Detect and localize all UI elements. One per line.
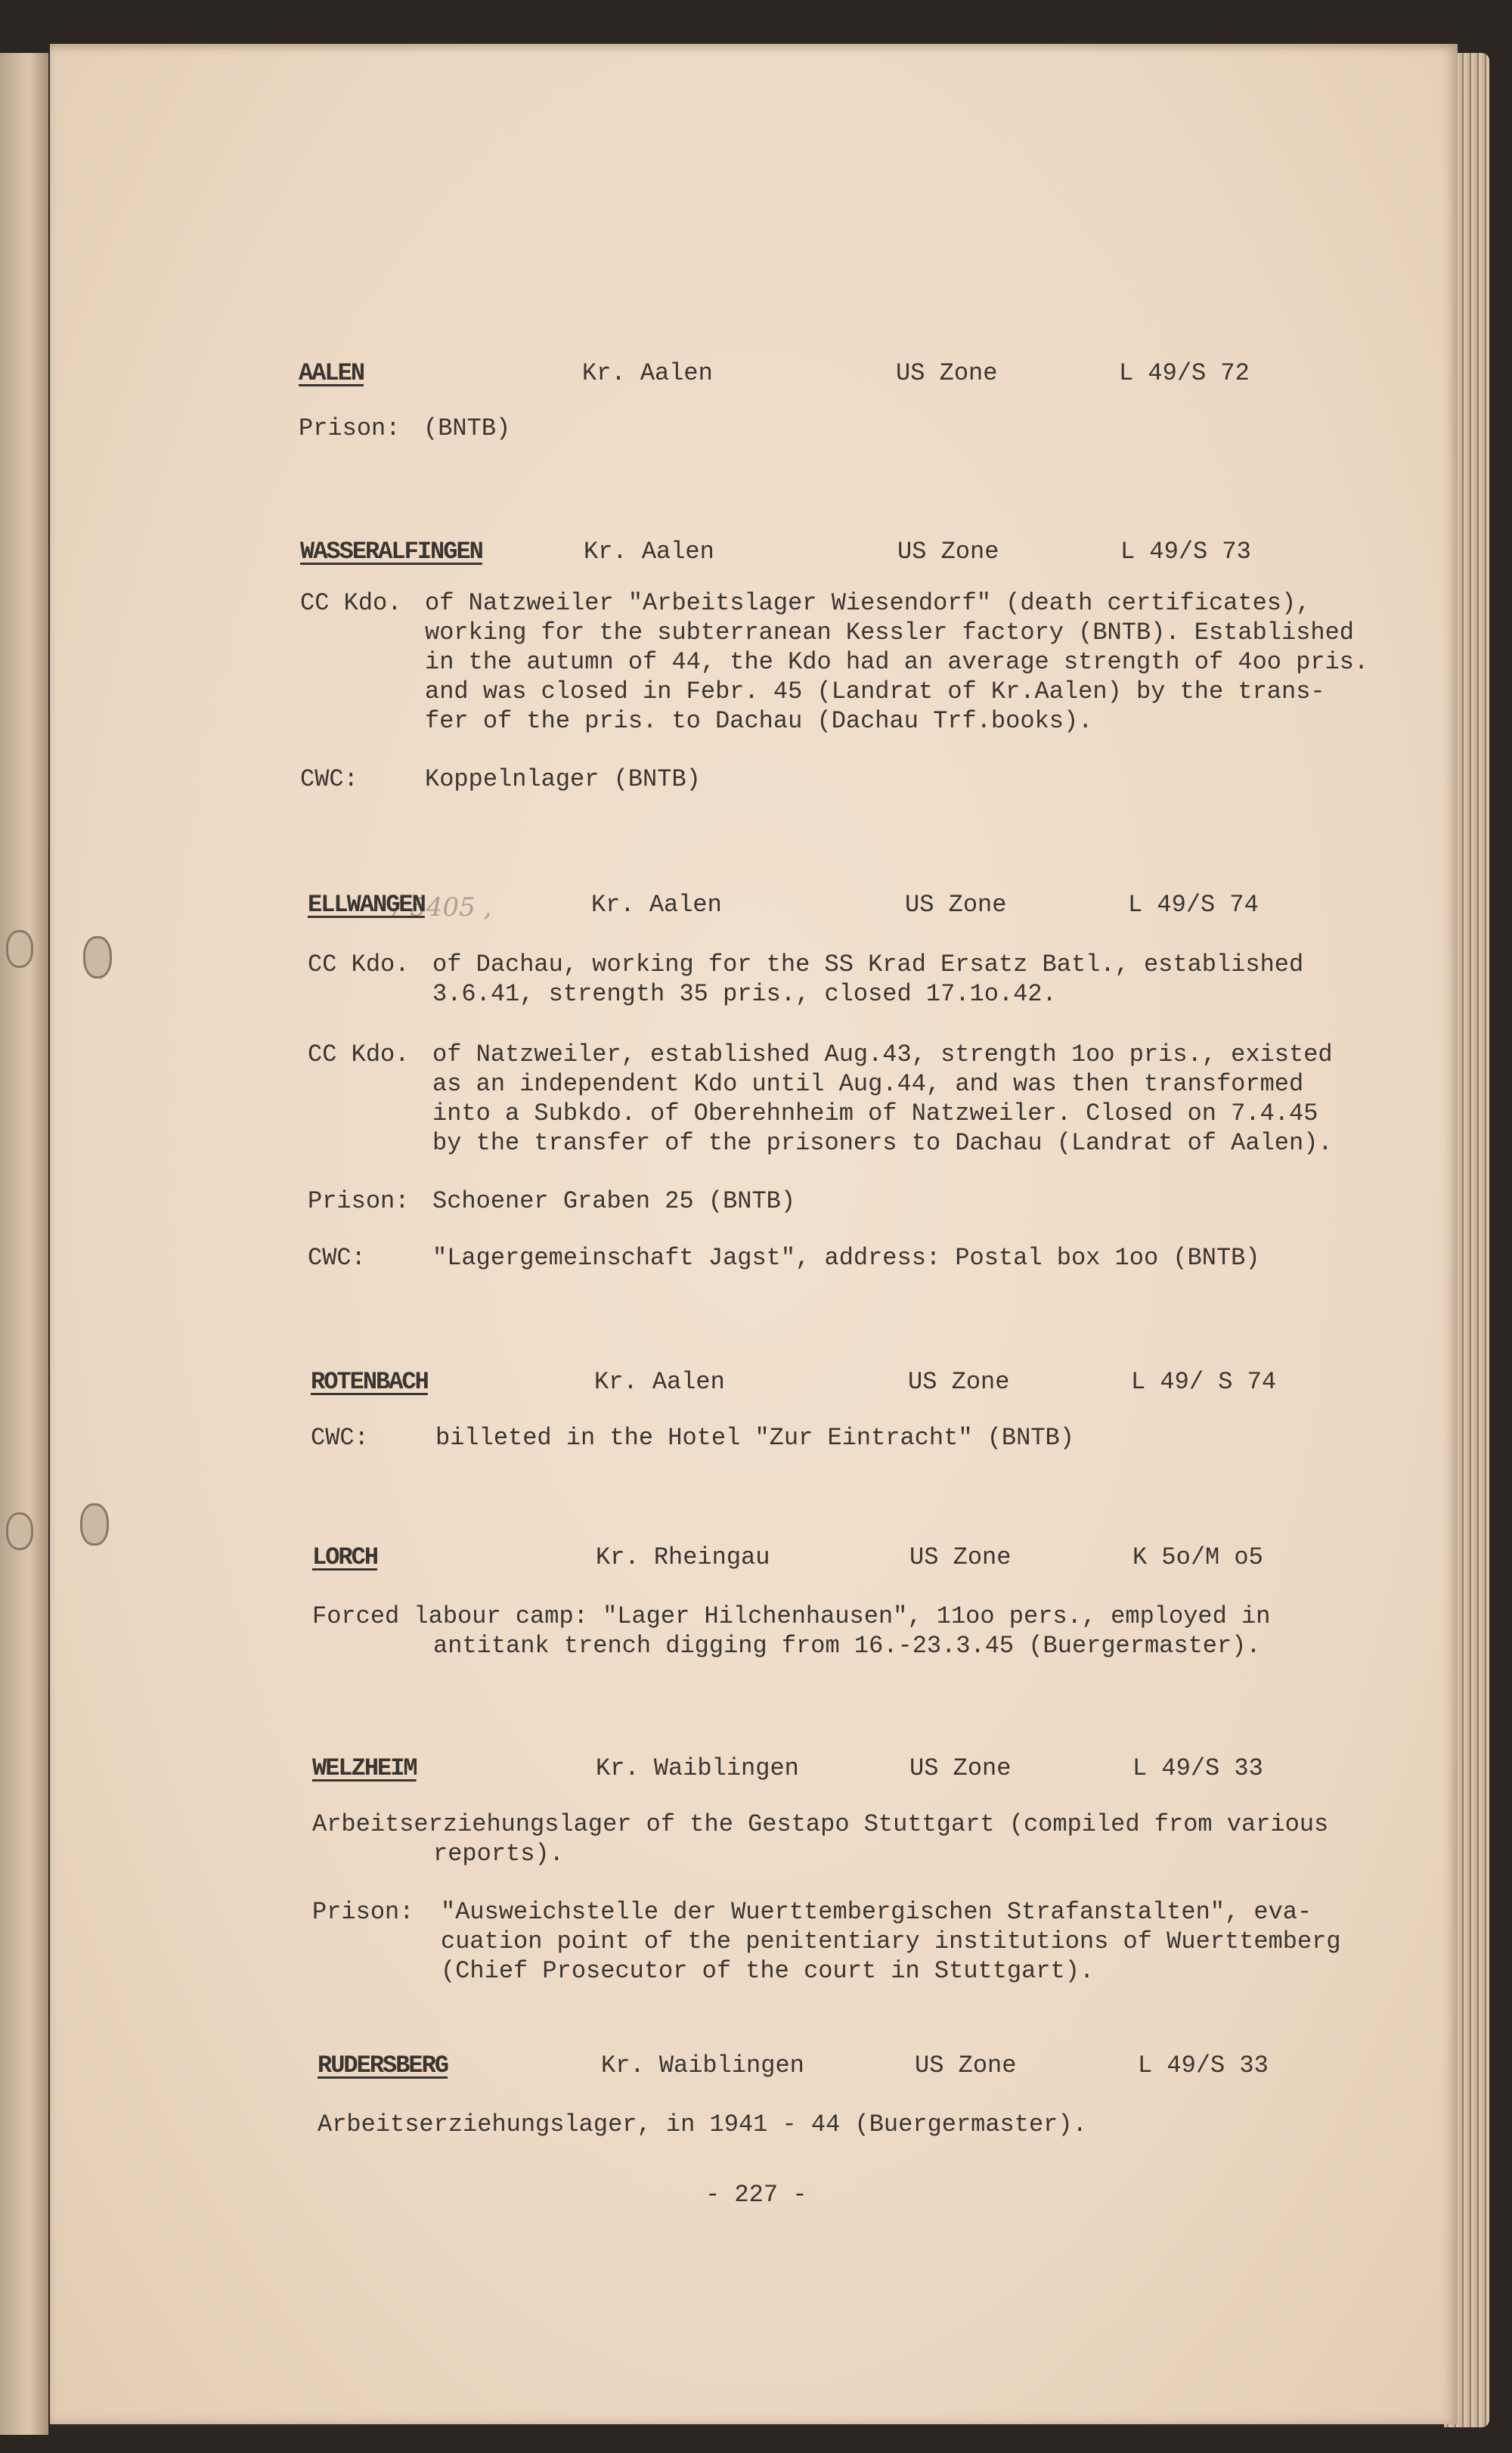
paragraph-label: CC Kdo. — [300, 589, 402, 617]
entry-paragraph — [308, 1040, 1333, 1158]
entry-paragraph — [312, 1897, 1341, 1986]
district: Kr. Waiblingen — [596, 1754, 799, 1782]
entry — [308, 890, 1333, 1273]
entry-paragraph — [312, 1602, 1270, 1661]
paragraph-line: Schoener Graben 25 (BNTB) — [432, 1187, 796, 1215]
paragraph-line: working for the subterranean Kessler factory (BNTB). Established — [425, 619, 1354, 647]
map-reference: L 49/S 33 — [1138, 2051, 1269, 2079]
zone: US Zone — [905, 891, 1007, 919]
paragraph-line: of Natzweiler, established Aug.43, strength 1oo pris., existed — [432, 1040, 1333, 1068]
binding-hole — [83, 936, 112, 978]
paragraph-label: CWC: — [300, 765, 358, 793]
entry — [299, 358, 1250, 443]
entry — [312, 1543, 1270, 1661]
place-name: ROTENBACH — [311, 1368, 428, 1396]
district: Kr. Aalen — [591, 891, 722, 919]
entry-header — [312, 1754, 1341, 1783]
entry — [312, 1754, 1341, 1986]
zone: US Zone — [908, 1368, 1010, 1396]
paragraph-text: of the Gestapo Stuttgart (compiled from various — [646, 1810, 1329, 1838]
paragraph-line: "Ausweichstelle der Wuerttembergischen Strafanstalten", eva- — [441, 1898, 1312, 1926]
entry-paragraph — [312, 1810, 1341, 1868]
paragraph-label: Prison: — [308, 1187, 410, 1215]
paragraph-line: and was closed in Febr. 45 (Landrat of Kr.Aalen) by the trans- — [425, 678, 1325, 706]
entry — [300, 537, 1368, 794]
paragraph-line: by the transfer of the prisoners to Dachau (Landrat of Aalen). — [432, 1129, 1333, 1157]
faded-stamp: / 5405 , — [393, 892, 492, 923]
map-reference: K 5o/M o5 — [1132, 1543, 1263, 1571]
entry-header — [299, 358, 1250, 388]
paragraph-line: antitank trench digging from 16.-23.3.45 (Buergermaster). — [433, 1632, 1261, 1660]
district: Kr. Aalen — [584, 538, 714, 566]
paragraph-label: Prison: — [312, 1898, 414, 1926]
map-reference: L 49/ S 74 — [1131, 1368, 1277, 1396]
entry-paragraph — [308, 1186, 1333, 1216]
zone: US Zone — [909, 1754, 1012, 1782]
page-number: - 227 - — [705, 2181, 807, 2209]
entry-header — [311, 1367, 1277, 1397]
paragraph-line: of Natzweiler "Arbeitslager Wiesendorf" (death certificates), — [425, 589, 1311, 617]
paragraph-line: billeted in the Hotel "Zur Eintracht" (BNTB) — [435, 1424, 1074, 1452]
left-page-edge — [0, 53, 48, 2435]
zone: US Zone — [915, 2051, 1017, 2079]
zone: US Zone — [897, 538, 999, 566]
paragraph-label: CWC: — [308, 1244, 366, 1272]
binding-hole — [6, 930, 33, 968]
district: Kr. Aalen — [594, 1368, 725, 1396]
paragraph-text: "Lager Hilchenhausen", 11oo pers., employed in — [603, 1602, 1271, 1630]
paragraph-line: 3.6.41, strength 35 pris., closed 17.1o.42. — [432, 980, 1057, 1008]
entry-header — [300, 537, 1368, 566]
entry-header — [308, 890, 1333, 919]
entry — [318, 2051, 1269, 2139]
map-reference: L 49/S 33 — [1132, 1754, 1263, 1782]
paragraph-label: Prison: — [299, 414, 401, 442]
district: Kr. Waiblingen — [601, 2051, 804, 2079]
entry-paragraph — [308, 950, 1333, 1009]
map-reference: L 49/S 74 — [1128, 891, 1259, 919]
paragraph-line: (Chief Prosecutor of the court in Stuttgart). — [441, 1957, 1095, 1985]
entry-header — [312, 1543, 1270, 1572]
paragraph-line: fer of the pris. to Dachau (Dachau Trf.books). — [425, 707, 1093, 735]
paragraph-line: "Lagergemeinschaft Jagst", address: Postal box 1oo (BNTB) — [432, 1244, 1260, 1272]
binding-hole — [6, 1512, 33, 1550]
paragraph-label: Arbeitserziehungslager, — [318, 2110, 652, 2138]
paragraph-line: in the autumn of 44, the Kdo had an average strength of 4oo pris. — [425, 648, 1369, 676]
district: Kr. Rheingau — [596, 1543, 770, 1571]
map-reference: L 49/S 73 — [1120, 538, 1251, 566]
district: Kr. Aalen — [582, 359, 713, 387]
entry — [311, 1367, 1277, 1453]
place-name: RUDERSBERG — [318, 2051, 448, 2079]
paragraph-line: Koppelnlager (BNTB) — [425, 765, 701, 793]
paragraph-text: in 1941 - 44 (Buergermaster). — [665, 2110, 1087, 2138]
zone: US Zone — [909, 1543, 1012, 1571]
paragraph-line: cuation point of the penitentiary institutions of Wuerttemberg — [441, 1927, 1341, 1955]
entry-paragraph — [299, 414, 510, 443]
paragraph-line: reports). — [433, 1840, 564, 1868]
paragraph-label: CC Kdo. — [308, 1040, 410, 1068]
paragraph-label: CC Kdo. — [308, 950, 410, 978]
entry-paragraph — [308, 1243, 1333, 1273]
paragraph-line: as an independent Kdo until Aug.44, and was then transformed — [432, 1070, 1304, 1098]
entry-paragraph — [318, 2110, 1087, 2139]
paragraph-line: of Dachau, working for the SS Krad Ersatz Batl., established — [432, 950, 1304, 978]
entry-paragraph — [300, 764, 1368, 794]
place-name: ELLWANGEN — [308, 891, 425, 919]
paragraph-line: (BNTB) — [423, 414, 511, 442]
zone: US Zone — [896, 359, 998, 387]
entry-header — [318, 2051, 1269, 2080]
paragraph-label: Forced labour camp: — [312, 1602, 588, 1630]
paragraph-label: CWC: — [311, 1424, 369, 1452]
place-name: WASSERALFINGEN — [300, 538, 482, 566]
paragraph-label: Arbeitserziehungslager — [312, 1810, 632, 1838]
entry-paragraph — [300, 588, 1368, 736]
place-name: LORCH — [312, 1543, 378, 1571]
binding-hole — [80, 1503, 109, 1546]
paragraph-line: into a Subkdo. of Oberehnheim of Natzweiler. Closed on 7.4.45 — [432, 1099, 1318, 1127]
place-name: WELZHEIM — [312, 1754, 417, 1782]
map-reference: L 49/S 72 — [1119, 359, 1250, 387]
place-name: AALEN — [299, 359, 364, 387]
entry-paragraph — [311, 1423, 1074, 1453]
